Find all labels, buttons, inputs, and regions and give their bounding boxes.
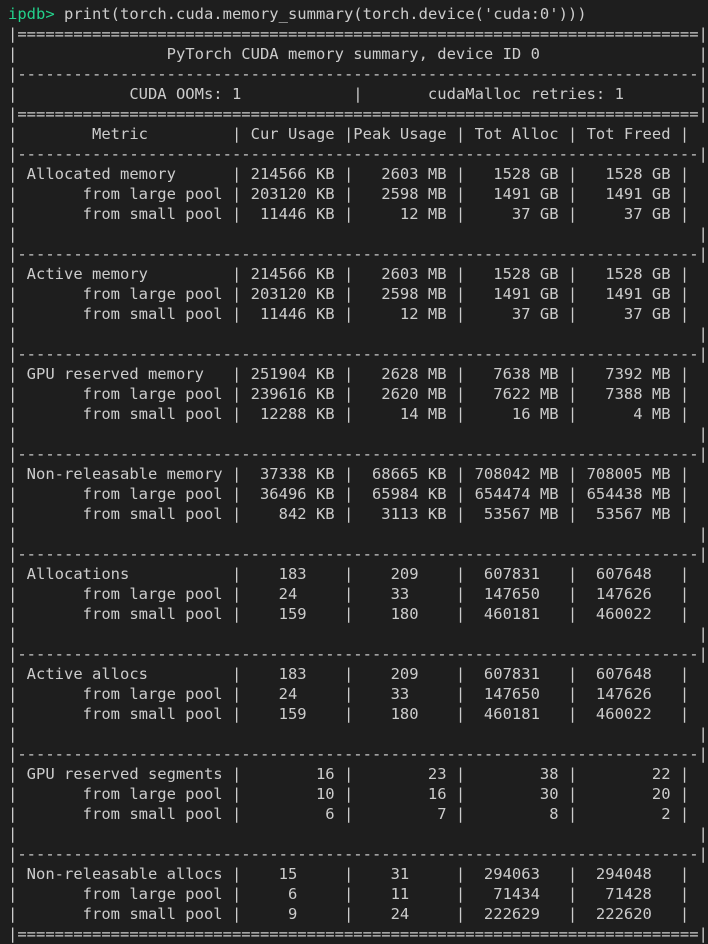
table-row: | from small pool | 12288 KB | 14 MB | 16 MB | 4 MB | bbox=[8, 405, 690, 423]
table-row: | Active allocs | 183 | 209 | 607831 | 607648 | bbox=[8, 665, 690, 683]
table-row: | from large pool | 10 | 16 | 30 | 20 | bbox=[8, 785, 690, 803]
table-row: | Active memory | 214566 KB | 2603 MB | 1528 GB | 1528 GB | bbox=[8, 265, 690, 283]
table-row: | from small pool | 11446 KB | 12 MB | 37 GB | 37 GB | bbox=[8, 205, 690, 223]
table-divider: |-------------------------------------------------------------------------| bbox=[8, 845, 708, 863]
table-row: | GPU reserved memory | 251904 KB | 2628 MB | 7638 MB | 7392 MB | bbox=[8, 365, 690, 383]
table-row: | from large pool | 24 | 33 | 147650 | 147626 | bbox=[8, 685, 690, 703]
memory-summary-table bbox=[8, 24, 708, 944]
table-row: | from large pool | 24 | 33 | 147650 | 147626 | bbox=[8, 585, 690, 603]
table-spacer: | | bbox=[8, 725, 708, 743]
table-divider: |-------------------------------------------------------------------------| bbox=[8, 745, 708, 763]
table-border: |=========================================================================| bbox=[8, 925, 708, 943]
table-row: | from large pool | 239616 KB | 2620 MB | 7622 MB | 7388 MB | bbox=[8, 385, 690, 403]
table-divider: |-------------------------------------------------------------------------| bbox=[8, 65, 708, 83]
table-spacer: | | bbox=[8, 425, 708, 443]
table-spacer: | | bbox=[8, 325, 708, 343]
oom-stats-row: | CUDA OOMs: 1 | cudaMalloc retries: 1 | bbox=[8, 85, 708, 103]
table-divider: |-------------------------------------------------------------------------| bbox=[8, 645, 708, 663]
summary-title: | PyTorch CUDA memory summary, device ID 0 | bbox=[8, 45, 708, 63]
table-row: | Non-releasable memory | 37338 KB | 68665 KB | 708042 MB | 708005 MB | bbox=[8, 465, 690, 483]
table-divider: |-------------------------------------------------------------------------| bbox=[8, 145, 708, 163]
table-divider: |-------------------------------------------------------------------------| bbox=[8, 545, 708, 563]
table-row: | from small pool | 159 | 180 | 460181 | 460022 | bbox=[8, 705, 690, 723]
table-row: | from large pool | 203120 KB | 2598 MB | 1491 GB | 1491 GB | bbox=[8, 285, 690, 303]
table-row: | from large pool | 203120 KB | 2598 MB | 1491 GB | 1491 GB | bbox=[8, 185, 690, 203]
table-header: | Metric | Cur Usage |Peak Usage | Tot Alloc | Tot Freed | bbox=[8, 125, 690, 143]
table-row: | GPU reserved segments | 16 | 23 | 38 | 22 | bbox=[8, 765, 690, 783]
table-border: |=========================================================================| bbox=[8, 25, 708, 43]
table-row: | from small pool | 6 | 7 | 8 | 2 | bbox=[8, 805, 690, 823]
table-spacer: | | bbox=[8, 825, 708, 843]
command-text: print(torch.cuda.memory_summary(torch.device('cuda:0'))) bbox=[54, 5, 587, 23]
table-row: | Allocated memory | 214566 KB | 2603 MB | 1528 GB | 1528 GB | bbox=[8, 165, 690, 183]
table-row: | from small pool | 11446 KB | 12 MB | 37 GB | 37 GB | bbox=[8, 305, 690, 323]
table-divider: |-------------------------------------------------------------------------| bbox=[8, 345, 708, 363]
command-line bbox=[8, 4, 703, 24]
table-row: | Non-releasable allocs | 15 | 31 | 294063 | 294048 | bbox=[8, 865, 690, 883]
table-spacer: | | bbox=[8, 225, 708, 243]
table-row: | from small pool | 159 | 180 | 460181 | 460022 | bbox=[8, 605, 690, 623]
table-row: | from large pool | 6 | 11 | 71434 | 71428 | bbox=[8, 885, 690, 903]
table-row: | Allocations | 183 | 209 | 607831 | 607648 | bbox=[8, 565, 690, 583]
table-spacer: | | bbox=[8, 525, 708, 543]
table-border: |=========================================================================| bbox=[8, 105, 708, 123]
table-row: | from small pool | 842 KB | 3113 KB | 53567 MB | 53567 MB | bbox=[8, 505, 690, 523]
table-divider: |-------------------------------------------------------------------------| bbox=[8, 445, 708, 463]
table-row: | from small pool | 9 | 24 | 222629 | 222620 | bbox=[8, 905, 690, 923]
table-divider: |-------------------------------------------------------------------------| bbox=[8, 245, 708, 263]
table-row: | from large pool | 36496 KB | 65984 KB | 654474 MB | 654438 MB | bbox=[8, 485, 690, 503]
ipdb-prompt: ipdb> bbox=[8, 5, 55, 23]
table-spacer: | | bbox=[8, 625, 708, 643]
